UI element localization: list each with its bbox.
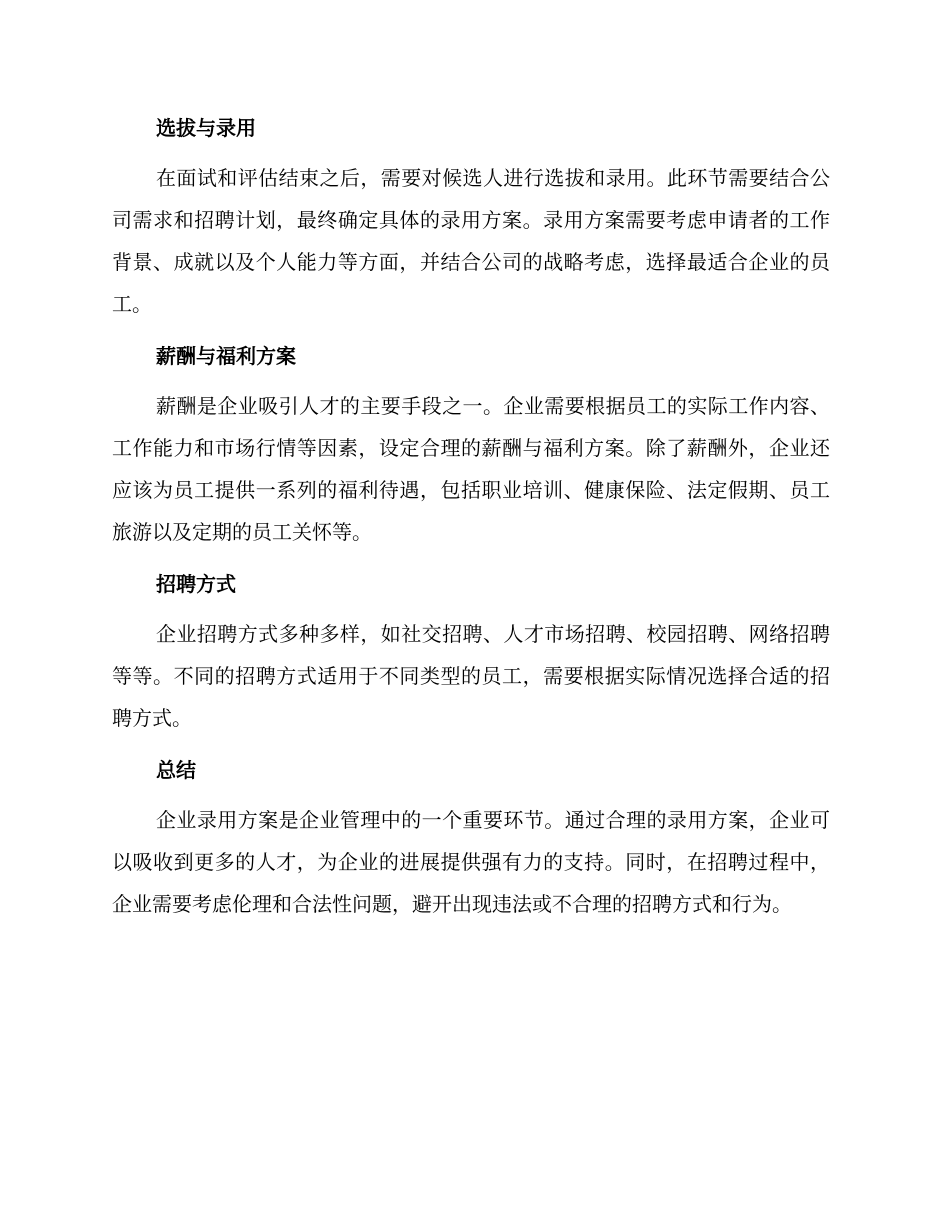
section-salary-benefits [112,336,830,553]
section-heading: 选拔与录用 [156,116,256,140]
section-selection-hiring [112,108,830,325]
section-heading: 总结 [156,758,196,782]
section-heading: 招聘方式 [156,572,236,596]
section-paragraph: 企业录用方案是企业管理中的一个重要环节。通过合理的录用方案，企业可以吸收到更多的人才，为企业的进展提供强有力的支持。同时，在招聘过程中，企业需要考虑伦理和合法性问题，避开出现违法或不合理的招聘方式和行为。 [112,808,830,916]
section-summary [112,750,830,925]
section-paragraph: 在面试和评估结束之后，需要对候选人进行选拔和录用。此环节需要结合公司需求和招聘计划，最终确定具体的录用方案。录用方案需要考虑申请者的工作背景、成就以及个人能力等方面，并结合公司的战略考虑，选择最适合企业的员工。 [112,166,830,316]
section-heading: 薪酬与福利方案 [156,344,296,368]
document-content [112,108,830,936]
section-paragraph: 薪酬是企业吸引人才的主要手段之一。企业需要根据员工的实际工作内容、工作能力和市场行情等因素，设定合理的薪酬与福利方案。除了薪酬外，企业还应该为员工提供一系列的福利待遇，包括职业培训、健康保险、法定假期、员工旅游以及定期的员工关怀等。 [112,394,830,544]
section-recruitment-methods [112,564,830,739]
section-paragraph: 企业招聘方式多种多样，如社交招聘、人才市场招聘、校园招聘、网络招聘等等。不同的招聘方式适用于不同类型的员工，需要根据实际情况选择合适的招聘方式。 [112,622,830,730]
